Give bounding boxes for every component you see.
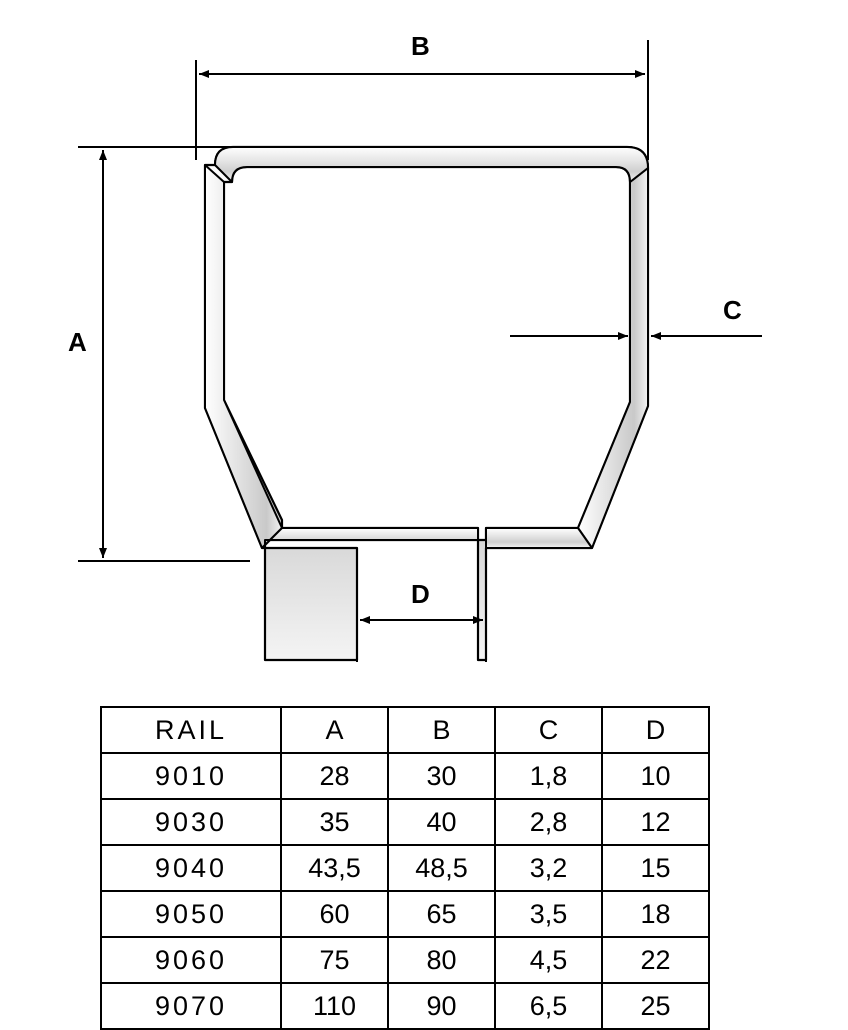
table-cell-c: 3,2 xyxy=(495,845,602,891)
rail-bottom-right-flange xyxy=(486,528,592,548)
table-header-cell: D xyxy=(602,707,709,753)
table-cell-b: 65 xyxy=(388,891,495,937)
table-cell-rail: 9010 xyxy=(101,753,281,799)
table-cell-a: 43,5 xyxy=(281,845,388,891)
dimension-label-a: A xyxy=(68,327,88,357)
table-cell-d: 22 xyxy=(602,937,709,983)
table-row xyxy=(101,845,709,891)
table-header-cell: C xyxy=(495,707,602,753)
table-cell-a: 110 xyxy=(281,983,388,1029)
table-cell-b: 90 xyxy=(388,983,495,1029)
table-header-cell: B xyxy=(388,707,495,753)
rail-spec-table xyxy=(100,706,710,1030)
table-cell-rail: 9040 xyxy=(101,845,281,891)
table-cell-a: 28 xyxy=(281,753,388,799)
dimension-label-b: B xyxy=(411,31,431,61)
table-row xyxy=(101,891,709,937)
table-row xyxy=(101,799,709,845)
table-cell-d: 25 xyxy=(602,983,709,1029)
table-cell-rail: 9070 xyxy=(101,983,281,1029)
table-row xyxy=(101,937,709,983)
table-cell-c: 4,5 xyxy=(495,937,602,983)
table-cell-c: 2,8 xyxy=(495,799,602,845)
table-cell-d: 18 xyxy=(602,891,709,937)
table-header-cell: RAIL xyxy=(101,707,281,753)
table-cell-a: 35 xyxy=(281,799,388,845)
table-cell-rail: 9050 xyxy=(101,891,281,937)
table-row xyxy=(101,753,709,799)
table-cell-rail: 9030 xyxy=(101,799,281,845)
table-cell-a: 75 xyxy=(281,937,388,983)
table-cell-b: 30 xyxy=(388,753,495,799)
table-cell-d: 15 xyxy=(602,845,709,891)
dimension-label-c: C xyxy=(723,295,743,325)
table-header-cell: A xyxy=(281,707,388,753)
table-cell-d: 10 xyxy=(602,753,709,799)
dimension-label-d: D xyxy=(411,579,431,609)
rail-inner-cavity xyxy=(224,167,630,540)
table-cell-rail: 9060 xyxy=(101,937,281,983)
table-cell-d: 12 xyxy=(602,799,709,845)
table-cell-b: 40 xyxy=(388,799,495,845)
table-cell-c: 3,5 xyxy=(495,891,602,937)
table-cell-b: 80 xyxy=(388,937,495,983)
table-row xyxy=(101,983,709,1029)
table-cell-c: 1,8 xyxy=(495,753,602,799)
table-cell-a: 60 xyxy=(281,891,388,937)
table-cell-b: 48,5 xyxy=(388,845,495,891)
rail-bottom-left-flange xyxy=(262,528,478,548)
table-header-row xyxy=(101,707,709,753)
rail-spec-table-container xyxy=(100,706,710,1030)
table-cell-c: 6,5 xyxy=(495,983,602,1029)
